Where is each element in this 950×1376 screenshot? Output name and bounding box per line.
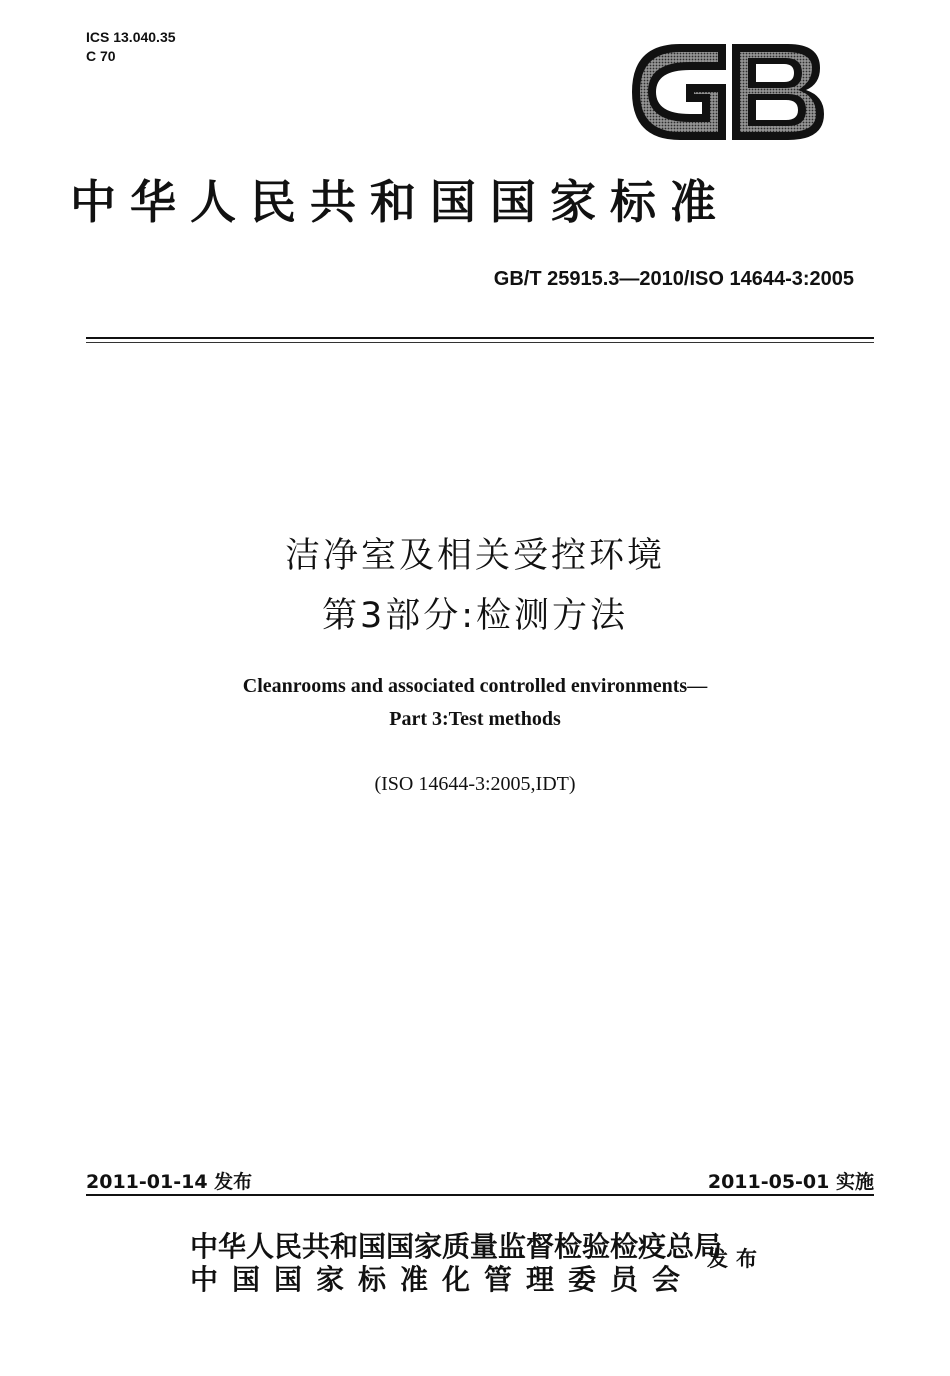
national-standard-title: 中华人民共和国国家标准 bbox=[70, 175, 730, 229]
classification-codes bbox=[86, 28, 176, 66]
implementation-date: 2011-05-01 实施 bbox=[707, 1171, 874, 1193]
english-title-line-2: Part 3:Test methods bbox=[389, 708, 561, 730]
iso-reference: (ISO 14644-3:2005,IDT) bbox=[374, 773, 576, 795]
english-title-line-1: Cleanrooms and associated controlled environments— bbox=[242, 675, 708, 697]
chinese-title-line-1: 洁净室及相关受控环境 bbox=[284, 536, 665, 576]
ics-code: ICS 13.040.35 bbox=[86, 29, 176, 45]
standard-number: GB/T 25915.3—2010/ISO 14644-3:2005 bbox=[493, 268, 854, 290]
issue-date: 2011-01-14 发布 bbox=[86, 1171, 253, 1193]
issue-label: 发布 bbox=[707, 1247, 765, 1271]
publisher-sac: 中国国家标准化管理委员会 bbox=[190, 1263, 695, 1296]
header-divider bbox=[86, 337, 874, 339]
publisher-aqsiq: 中华人民共和国国家质量监督检验检疫总局 bbox=[190, 1230, 723, 1263]
footer-divider bbox=[86, 1194, 874, 1196]
ccs-code: C 70 bbox=[86, 48, 116, 64]
chinese-title-line-2: 第3部分:检测方法 bbox=[321, 596, 629, 636]
gb-logo bbox=[628, 40, 826, 144]
header-divider-thin bbox=[86, 342, 874, 343]
